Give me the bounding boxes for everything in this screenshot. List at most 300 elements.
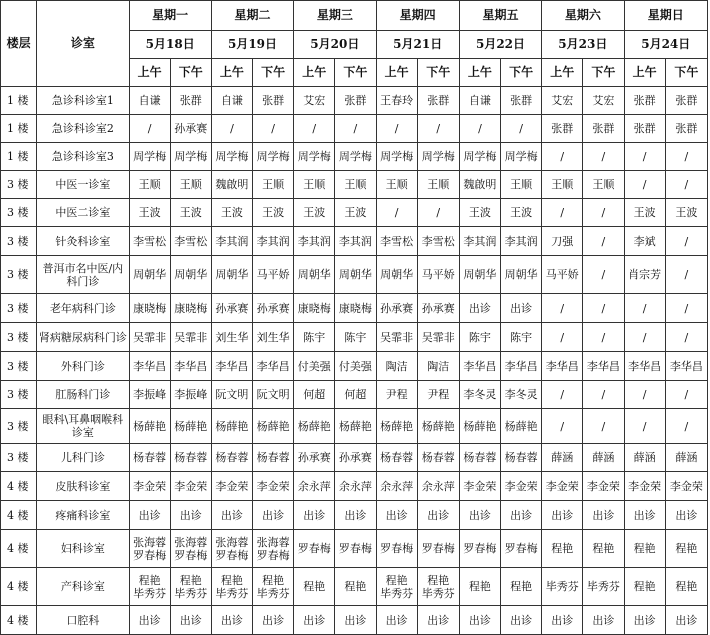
doctor-cell: 出诊 bbox=[624, 606, 665, 635]
doctor-cell: 李斌 bbox=[624, 227, 665, 256]
table-row bbox=[1, 115, 708, 143]
doctor-cell: 付美强 bbox=[294, 352, 335, 381]
doctor-cell: 出诊 bbox=[459, 294, 500, 323]
doctor-cell: / bbox=[376, 115, 417, 143]
room-cell: 针灸科诊室 bbox=[37, 227, 129, 256]
doctor-cell: 孙承赛 bbox=[211, 294, 252, 323]
doctor-cell: / bbox=[665, 256, 707, 294]
doctor-cell: 张群 bbox=[253, 87, 294, 115]
doctor-cell: 张海蓉 罗春梅 bbox=[170, 530, 211, 568]
doctor-cell: 周朝华 bbox=[376, 256, 417, 294]
table-row bbox=[1, 256, 708, 294]
room-cell: 外科门诊 bbox=[37, 352, 129, 381]
doctor-cell: 李雪松 bbox=[376, 227, 417, 256]
doctor-cell: 康晓梅 bbox=[170, 294, 211, 323]
doctor-cell: 出诊 bbox=[501, 294, 542, 323]
pm-header: 下午 bbox=[335, 59, 376, 87]
doctor-cell: 出诊 bbox=[501, 606, 542, 635]
doctor-cell: 出诊 bbox=[583, 501, 624, 530]
doctor-cell: / bbox=[542, 143, 583, 171]
doctor-cell: 出诊 bbox=[417, 606, 459, 635]
doctor-cell: 周学梅 bbox=[211, 143, 252, 171]
doctor-cell: 王波 bbox=[459, 199, 500, 227]
doctor-cell: 周朝华 bbox=[459, 256, 500, 294]
floor-cell: 4 楼 bbox=[1, 568, 37, 606]
doctor-cell: 周朝华 bbox=[501, 256, 542, 294]
doctor-cell: 李华昌 bbox=[583, 352, 624, 381]
floor-cell: 3 楼 bbox=[1, 409, 37, 444]
doctor-cell: 出诊 bbox=[253, 606, 294, 635]
doctor-cell: 李其润 bbox=[253, 227, 294, 256]
doctor-cell: / bbox=[665, 381, 707, 409]
doctor-cell: 王顺 bbox=[542, 171, 583, 199]
doctor-cell: 李其润 bbox=[501, 227, 542, 256]
doctor-cell: 程艳 bbox=[335, 568, 376, 606]
doctor-cell: 程艳 bbox=[583, 530, 624, 568]
doctor-cell: 陈宇 bbox=[459, 323, 500, 352]
doctor-cell: / bbox=[665, 143, 707, 171]
room-cell: 妇科诊室 bbox=[37, 530, 129, 568]
doctor-cell: 李华昌 bbox=[665, 352, 707, 381]
doctor-cell: 周学梅 bbox=[170, 143, 211, 171]
doctor-cell: 周朝华 bbox=[335, 256, 376, 294]
doctor-cell: 周学梅 bbox=[417, 143, 459, 171]
am-header: 上午 bbox=[211, 59, 252, 87]
doctor-cell: 李金荣 bbox=[624, 472, 665, 501]
doctor-cell: 周学梅 bbox=[253, 143, 294, 171]
doctor-cell: 康晓梅 bbox=[335, 294, 376, 323]
doctor-cell: 杨春蓉 bbox=[459, 444, 500, 472]
doctor-cell: 陈宇 bbox=[294, 323, 335, 352]
floor-cell: 1 楼 bbox=[1, 143, 37, 171]
doctor-cell: 周朝华 bbox=[294, 256, 335, 294]
floor-cell: 3 楼 bbox=[1, 256, 37, 294]
doctor-cell: 李其润 bbox=[294, 227, 335, 256]
doctor-cell: 周朝华 bbox=[170, 256, 211, 294]
doctor-cell: 程艳 bbox=[624, 568, 665, 606]
doctor-cell: 出诊 bbox=[170, 606, 211, 635]
doctor-cell: 出诊 bbox=[294, 606, 335, 635]
doctor-cell: 王顺 bbox=[376, 171, 417, 199]
table-row bbox=[1, 568, 708, 606]
doctor-cell: 王顺 bbox=[170, 171, 211, 199]
room-cell: 疼痛科诊室 bbox=[37, 501, 129, 530]
doctor-cell: 何超 bbox=[335, 381, 376, 409]
doctor-cell: / bbox=[542, 294, 583, 323]
doctor-cell: 刀强 bbox=[542, 227, 583, 256]
floor-cell: 3 楼 bbox=[1, 381, 37, 409]
doctor-cell: 出诊 bbox=[459, 606, 500, 635]
weekday-header: 星期三 bbox=[294, 1, 376, 31]
doctor-cell: 孙承赛 bbox=[294, 444, 335, 472]
doctor-cell: 李华昌 bbox=[501, 352, 542, 381]
doctor-cell: 李金荣 bbox=[253, 472, 294, 501]
doctor-cell: 张群 bbox=[665, 115, 707, 143]
doctor-cell: 艾宏 bbox=[542, 87, 583, 115]
doctor-cell: 李金荣 bbox=[583, 472, 624, 501]
doctor-cell: / bbox=[624, 171, 665, 199]
doctor-cell: 李金荣 bbox=[170, 472, 211, 501]
date-header: 5月24日 bbox=[624, 31, 708, 59]
doctor-cell: 出诊 bbox=[335, 501, 376, 530]
doctor-cell: 自谦 bbox=[211, 87, 252, 115]
floor-cell: 3 楼 bbox=[1, 323, 37, 352]
room-cell: 肾病糖尿病科门诊 bbox=[37, 323, 129, 352]
weekday-header: 星期六 bbox=[542, 1, 624, 31]
doctor-cell: 李金荣 bbox=[542, 472, 583, 501]
doctor-cell: 周学梅 bbox=[129, 143, 170, 171]
doctor-cell: 毕秀芬 bbox=[542, 568, 583, 606]
doctor-cell: 杨薛艳 bbox=[501, 409, 542, 444]
doctor-cell: 余永萍 bbox=[335, 472, 376, 501]
doctor-cell: 孙承赛 bbox=[417, 294, 459, 323]
doctor-cell: 出诊 bbox=[583, 606, 624, 635]
doctor-cell: 出诊 bbox=[376, 501, 417, 530]
doctor-cell: 李雪松 bbox=[170, 227, 211, 256]
doctor-cell: 周朝华 bbox=[211, 256, 252, 294]
doctor-cell: 何超 bbox=[294, 381, 335, 409]
doctor-cell: / bbox=[583, 199, 624, 227]
doctor-cell: 张群 bbox=[170, 87, 211, 115]
doctor-cell: 李雪松 bbox=[129, 227, 170, 256]
doctor-cell: 周学梅 bbox=[294, 143, 335, 171]
doctor-cell: 余永萍 bbox=[294, 472, 335, 501]
floor-header: 楼层 bbox=[1, 1, 37, 87]
doctor-cell: 杨春蓉 bbox=[211, 444, 252, 472]
table-row bbox=[1, 87, 708, 115]
doctor-cell: 程艳 毕秀芬 bbox=[211, 568, 252, 606]
doctor-cell: 张群 bbox=[583, 115, 624, 143]
room-cell: 急诊科诊室1 bbox=[37, 87, 129, 115]
room-cell: 口腔科 bbox=[37, 606, 129, 635]
room-cell: 普洱市名中医/内 科门诊 bbox=[37, 256, 129, 294]
doctor-cell: 张群 bbox=[665, 87, 707, 115]
doctor-cell: 陈宇 bbox=[335, 323, 376, 352]
room-cell: 老年病科门诊 bbox=[37, 294, 129, 323]
doctor-cell: 魏啟明 bbox=[211, 171, 252, 199]
doctor-cell: 孙承赛 bbox=[376, 294, 417, 323]
floor-cell: 3 楼 bbox=[1, 199, 37, 227]
doctor-cell: 李华昌 bbox=[253, 352, 294, 381]
doctor-cell: 张群 bbox=[624, 87, 665, 115]
doctor-cell: 出诊 bbox=[501, 501, 542, 530]
doctor-cell: 李金荣 bbox=[665, 472, 707, 501]
doctor-cell: 李华昌 bbox=[624, 352, 665, 381]
doctor-cell: 杨薛艳 bbox=[376, 409, 417, 444]
doctor-cell: 李华昌 bbox=[459, 352, 500, 381]
doctor-cell: 周学梅 bbox=[335, 143, 376, 171]
doctor-cell: 杨春蓉 bbox=[501, 444, 542, 472]
doctor-cell: 李金荣 bbox=[459, 472, 500, 501]
doctor-cell: 杨薛艳 bbox=[294, 409, 335, 444]
doctor-cell: 自谦 bbox=[459, 87, 500, 115]
doctor-cell: 出诊 bbox=[417, 501, 459, 530]
floor-cell: 1 楼 bbox=[1, 87, 37, 115]
doctor-cell: 程艳 bbox=[501, 568, 542, 606]
date-header: 5月19日 bbox=[211, 31, 293, 59]
table-row bbox=[1, 606, 708, 635]
floor-cell: 3 楼 bbox=[1, 171, 37, 199]
doctor-cell: 李其润 bbox=[459, 227, 500, 256]
floor-cell: 3 楼 bbox=[1, 444, 37, 472]
doctor-cell: 出诊 bbox=[665, 606, 707, 635]
room-cell: 急诊科诊室3 bbox=[37, 143, 129, 171]
doctor-cell: 王波 bbox=[253, 199, 294, 227]
doctor-cell: 罗春梅 bbox=[501, 530, 542, 568]
doctor-cell: / bbox=[583, 143, 624, 171]
doctor-cell: 杨薛艳 bbox=[129, 409, 170, 444]
doctor-cell: 刘生华 bbox=[253, 323, 294, 352]
floor-cell: 4 楼 bbox=[1, 530, 37, 568]
doctor-cell: 程艳 bbox=[624, 530, 665, 568]
doctor-cell: 王波 bbox=[129, 199, 170, 227]
doctor-cell: 出诊 bbox=[211, 501, 252, 530]
doctor-cell: / bbox=[459, 115, 500, 143]
doctor-cell: 吴霏非 bbox=[170, 323, 211, 352]
pm-header: 下午 bbox=[253, 59, 294, 87]
table-row bbox=[1, 472, 708, 501]
doctor-cell: 魏啟明 bbox=[459, 171, 500, 199]
doctor-cell: 程艳 bbox=[294, 568, 335, 606]
doctor-cell: 尹程 bbox=[417, 381, 459, 409]
doctor-cell: 孙承赛 bbox=[335, 444, 376, 472]
doctor-cell: 尹程 bbox=[376, 381, 417, 409]
doctor-cell: 陶洁 bbox=[376, 352, 417, 381]
am-header: 上午 bbox=[624, 59, 665, 87]
doctor-cell: / bbox=[501, 115, 542, 143]
doctor-cell: 程艳 bbox=[665, 568, 707, 606]
weekday-header: 星期一 bbox=[129, 1, 211, 31]
doctor-cell: 张群 bbox=[624, 115, 665, 143]
doctor-cell: 罗春梅 bbox=[294, 530, 335, 568]
doctor-cell: 马平娇 bbox=[417, 256, 459, 294]
doctor-cell: 周学梅 bbox=[501, 143, 542, 171]
doctor-cell: / bbox=[624, 323, 665, 352]
am-header: 上午 bbox=[542, 59, 583, 87]
doctor-cell: 出诊 bbox=[129, 606, 170, 635]
doctor-cell: 王顺 bbox=[417, 171, 459, 199]
pm-header: 下午 bbox=[417, 59, 459, 87]
doctor-cell: 王顺 bbox=[583, 171, 624, 199]
room-header: 诊室 bbox=[37, 1, 129, 87]
am-header: 上午 bbox=[129, 59, 170, 87]
table-row bbox=[1, 227, 708, 256]
date-header: 5月22日 bbox=[459, 31, 541, 59]
doctor-cell: / bbox=[417, 115, 459, 143]
doctor-cell: 罗春梅 bbox=[376, 530, 417, 568]
floor-cell: 3 楼 bbox=[1, 294, 37, 323]
doctor-cell: 张海蓉 罗春梅 bbox=[129, 530, 170, 568]
doctor-cell: 康晓梅 bbox=[294, 294, 335, 323]
doctor-cell: 王顺 bbox=[294, 171, 335, 199]
room-cell: 中医二诊室 bbox=[37, 199, 129, 227]
room-cell: 儿科门诊 bbox=[37, 444, 129, 472]
doctor-cell: 肖宗芳 bbox=[624, 256, 665, 294]
floor-cell: 4 楼 bbox=[1, 606, 37, 635]
doctor-cell: 杨春蓉 bbox=[170, 444, 211, 472]
doctor-cell: 周朝华 bbox=[129, 256, 170, 294]
table-row bbox=[1, 143, 708, 171]
pm-header: 下午 bbox=[170, 59, 211, 87]
doctor-cell: 李冬灵 bbox=[501, 381, 542, 409]
doctor-cell: 吴霏非 bbox=[129, 323, 170, 352]
doctor-cell: 张群 bbox=[542, 115, 583, 143]
doctor-cell: / bbox=[624, 381, 665, 409]
doctor-cell: / bbox=[583, 256, 624, 294]
doctor-cell: 王波 bbox=[170, 199, 211, 227]
doctor-cell: 李金荣 bbox=[501, 472, 542, 501]
doctor-cell: 王波 bbox=[624, 199, 665, 227]
doctor-cell: 杨薛艳 bbox=[211, 409, 252, 444]
doctor-cell: 李华昌 bbox=[542, 352, 583, 381]
date-header: 5月20日 bbox=[294, 31, 376, 59]
doctor-cell: 薛涵 bbox=[583, 444, 624, 472]
am-header: 上午 bbox=[376, 59, 417, 87]
doctor-cell: / bbox=[583, 381, 624, 409]
doctor-cell: / bbox=[665, 227, 707, 256]
doctor-cell: 马平娇 bbox=[253, 256, 294, 294]
room-cell: 中医一诊室 bbox=[37, 171, 129, 199]
doctor-cell: 李冬灵 bbox=[459, 381, 500, 409]
doctor-cell: 杨薛艳 bbox=[417, 409, 459, 444]
pm-header: 下午 bbox=[665, 59, 707, 87]
doctor-cell: 王波 bbox=[294, 199, 335, 227]
doctor-cell: 出诊 bbox=[294, 501, 335, 530]
doctor-cell: 王波 bbox=[211, 199, 252, 227]
doctor-cell: 程艳 毕秀芬 bbox=[417, 568, 459, 606]
weekday-header: 星期五 bbox=[459, 1, 541, 31]
doctor-cell: / bbox=[542, 323, 583, 352]
table-row bbox=[1, 294, 708, 323]
doctor-cell: 杨薛艳 bbox=[170, 409, 211, 444]
doctor-cell: 程艳 bbox=[542, 530, 583, 568]
doctor-cell: / bbox=[624, 294, 665, 323]
doctor-cell: 出诊 bbox=[129, 501, 170, 530]
doctor-cell: 薛涵 bbox=[624, 444, 665, 472]
doctor-cell: 薛涵 bbox=[542, 444, 583, 472]
pm-header: 下午 bbox=[583, 59, 624, 87]
table-row bbox=[1, 323, 708, 352]
doctor-cell: 程艳 毕秀芬 bbox=[129, 568, 170, 606]
date-header: 5月18日 bbox=[129, 31, 211, 59]
doctor-cell: 薛涵 bbox=[665, 444, 707, 472]
doctor-cell: 刘生华 bbox=[211, 323, 252, 352]
doctor-cell: 李华昌 bbox=[129, 352, 170, 381]
doctor-cell: 王顺 bbox=[129, 171, 170, 199]
table-row bbox=[1, 501, 708, 530]
doctor-cell: 出诊 bbox=[665, 501, 707, 530]
doctor-cell: / bbox=[583, 294, 624, 323]
doctor-cell: 程艳 bbox=[665, 530, 707, 568]
doctor-cell: / bbox=[253, 115, 294, 143]
doctor-cell: 阮文明 bbox=[211, 381, 252, 409]
doctor-cell: 艾宏 bbox=[583, 87, 624, 115]
doctor-cell: 王波 bbox=[335, 199, 376, 227]
doctor-cell: 出诊 bbox=[211, 606, 252, 635]
doctor-cell: 程艳 bbox=[459, 568, 500, 606]
table-row bbox=[1, 444, 708, 472]
doctor-cell: 出诊 bbox=[170, 501, 211, 530]
floor-cell: 3 楼 bbox=[1, 227, 37, 256]
doctor-cell: 出诊 bbox=[542, 501, 583, 530]
doctor-cell: 张海蓉 罗春梅 bbox=[253, 530, 294, 568]
doctor-cell: 阮文明 bbox=[253, 381, 294, 409]
doctor-cell: 吴霏非 bbox=[417, 323, 459, 352]
doctor-cell: 杨薛艳 bbox=[253, 409, 294, 444]
doctor-cell: 张海蓉 罗春梅 bbox=[211, 530, 252, 568]
doctor-cell: / bbox=[417, 199, 459, 227]
schedule-body bbox=[1, 87, 708, 635]
doctor-cell: 王波 bbox=[501, 199, 542, 227]
doctor-cell: 出诊 bbox=[624, 501, 665, 530]
doctor-cell: / bbox=[211, 115, 252, 143]
weekday-header: 星期二 bbox=[211, 1, 293, 31]
room-cell: 皮肤科诊室 bbox=[37, 472, 129, 501]
doctor-cell: / bbox=[583, 227, 624, 256]
doctor-cell: 孙承赛 bbox=[170, 115, 211, 143]
floor-cell: 4 楼 bbox=[1, 472, 37, 501]
date-header: 5月21日 bbox=[376, 31, 459, 59]
doctor-cell: 王顺 bbox=[335, 171, 376, 199]
weekday-header: 星期日 bbox=[624, 1, 708, 31]
doctor-cell: / bbox=[665, 171, 707, 199]
doctor-cell: 王顺 bbox=[501, 171, 542, 199]
doctor-cell: 陈宇 bbox=[501, 323, 542, 352]
doctor-cell: 罗春梅 bbox=[459, 530, 500, 568]
table-row bbox=[1, 409, 708, 444]
doctor-cell: 程艳 毕秀芬 bbox=[376, 568, 417, 606]
doctor-cell: / bbox=[583, 323, 624, 352]
doctor-cell: 出诊 bbox=[459, 501, 500, 530]
doctor-cell: 李金荣 bbox=[211, 472, 252, 501]
doctor-cell: / bbox=[665, 409, 707, 444]
doctor-cell: 余永萍 bbox=[417, 472, 459, 501]
date-header: 5月23日 bbox=[542, 31, 624, 59]
doctor-cell: 陶洁 bbox=[417, 352, 459, 381]
doctor-cell: 杨春蓉 bbox=[129, 444, 170, 472]
doctor-cell: 罗春梅 bbox=[417, 530, 459, 568]
doctor-cell: 程艳 毕秀芬 bbox=[253, 568, 294, 606]
doctor-cell: 出诊 bbox=[542, 606, 583, 635]
table-row bbox=[1, 171, 708, 199]
doctor-cell: / bbox=[624, 409, 665, 444]
doctor-cell: / bbox=[542, 409, 583, 444]
weekday-header: 星期四 bbox=[376, 1, 459, 31]
doctor-cell: / bbox=[624, 143, 665, 171]
doctor-cell: 李振峰 bbox=[129, 381, 170, 409]
floor-cell: 3 楼 bbox=[1, 352, 37, 381]
doctor-cell: 李金荣 bbox=[129, 472, 170, 501]
table-row bbox=[1, 199, 708, 227]
doctor-cell: 杨春蓉 bbox=[253, 444, 294, 472]
doctor-cell: 杨春蓉 bbox=[376, 444, 417, 472]
doctor-cell: 李华昌 bbox=[170, 352, 211, 381]
doctor-cell: 孙承赛 bbox=[253, 294, 294, 323]
table-row bbox=[1, 530, 708, 568]
doctor-cell: 出诊 bbox=[376, 606, 417, 635]
room-cell: 肛肠科门诊 bbox=[37, 381, 129, 409]
doctor-cell: 付美强 bbox=[335, 352, 376, 381]
doctor-cell: 出诊 bbox=[335, 606, 376, 635]
doctor-cell: 吴霏非 bbox=[376, 323, 417, 352]
floor-cell: 4 楼 bbox=[1, 501, 37, 530]
doctor-cell: 罗春梅 bbox=[335, 530, 376, 568]
doctor-cell: / bbox=[294, 115, 335, 143]
doctor-cell: / bbox=[129, 115, 170, 143]
doctor-cell: / bbox=[376, 199, 417, 227]
doctor-cell: 毕秀芬 bbox=[583, 568, 624, 606]
doctor-cell: 艾宏 bbox=[294, 87, 335, 115]
